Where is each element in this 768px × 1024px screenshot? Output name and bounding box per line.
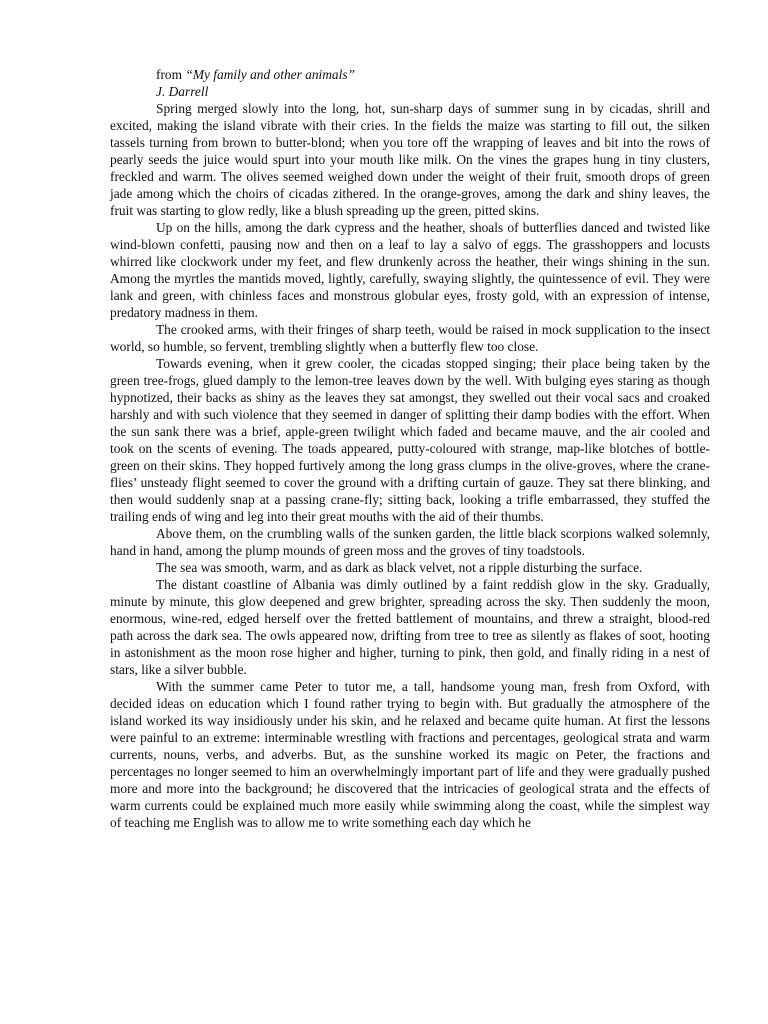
paragraph: The crooked arms, with their fringes of sharp teeth, would be raised in mock supplication to the insect world, so humble, so fervent, trembling slightly when a butterfly flew too close. [110, 322, 710, 354]
paragraph: Towards evening, when it grew cooler, the cicadas stopped singing; their place being taken by the green tree-frogs, glued damply to the lemon-tree leaves down by the well. With bulging eyes staring as though hypnotized, their backs as shiny as the leaves they sat amongst, they swelled out their vocal sacs and croaked harshly and with such violence that they seemed in danger of splitting their damp bodies with the effort. When the sun sank there was a brief, apple-green twilight which faded and became mauve, and the air cooled and took on the scents of evening. The toads appeared, putty-coloured with strange, map-like blotches of bottle-green on their skins. They hopped furtively among the long grass clumps in the olive-groves, where the crane-flies’ unsteady flight seemed to cover the ground with a drifting curtain of gauze. They sat there blinking, and then would suddenly snap at a passing crane-fly; sitting back, looking a trifle embarrassed, they stuffed the trailing ends of wing and leg into their great mouths with the aid of their thumbs. [110, 356, 710, 524]
author-name: J. Darrell [156, 84, 209, 99]
paragraph: The sea was smooth, warm, and as dark as black velvet, not a ripple disturbing the surface. [156, 560, 643, 575]
text-body [110, 66, 710, 831]
from-label: from [156, 67, 183, 82]
paragraph: Spring merged slowly into the long, hot, sun-sharp days of summer sung in by cicadas, shrill and excited, making the island vibrate with their cries. In the fields the maize was starting to fill out, the silken tassels turning from brown to butter-blond; when you tore off the wrapping of leaves and bit into the rows of pearly seeds the juice would spurt into your mouth like milk. On the vines the grapes hung in tiny clusters, freckled and warm. The olives seemed weighed down under the weight of their fruit, smooth drops of green jade among which the choirs of cicadas zithered. In the orange-groves, among the dark and shiny leaves, the fruit was starting to glow redly, like a blush spreading up the green, pitted skins. [110, 101, 710, 218]
author-line [110, 83, 710, 100]
paragraph: The distant coastline of Albania was dimly outlined by a faint reddish glow in the sky. Gradually, minute by minute, this glow deepened and grew brighter, spreading across the sky. Then suddenly the moon, enormous, wine-red, edged herself over the fretted battlement of mountains, and threw a straight, blood-red path across the dark sea. The owls appeared now, drifting from tree to tree as silently as flakes of soot, hooting in astonishment as the moon rose higher and higher, turning to pink, then gold, and finally riding in a nest of stars, like a silver bubble. [110, 577, 710, 677]
paragraph: Up on the hills, among the dark cypress and the heather, shoals of butterflies danced and twisted like wind-blown confetti, pausing now and then on a leaf to lay a salvo of eggs. The grasshoppers and locusts whirred like clockwork under my feet, and flew drunkenly across the heather, their wings shining in the sun. Among the myrtles the mantids moved, lightly, carefully, swaying slightly, the quintessence of evil. They were lank and green, with chinless faces and monstrous globular eyes, frosty gold, with an expression of intense, predatory madness in them. [110, 220, 710, 320]
source-line [110, 66, 710, 83]
paragraph: With the summer came Peter to tutor me, a tall, handsome young man, fresh from Oxford, with decided ideas on education which I found rather trying to begin with. But gradually the atmosphere of the island worked its way insidiously under his skin, and he relaxed and became quite human. At first the lessons were painful to an extreme: interminable wrestling with fractions and percentages, geological strata and warm currents, nouns, verbs, and adverbs. But, as the sunshine worked its magic on Peter, the fractions and percentages no longer seemed to him an overwhelmingly important part of life and they were gradually pushed more and more into the background; he discovered that the intricacies of geological strata and the effects of warm currents could be explained much more easily while swimming along the coast, while the simplest way of teaching me English was to allow me to write something each day which he [110, 679, 710, 830]
work-title: “My family and other animals” [185, 67, 356, 82]
paragraph: Above them, on the crumbling walls of the sunken garden, the little black scorpions walked solemnly, hand in hand, among the plump mounds of green moss and the groves of tiny toadstools. [110, 526, 710, 558]
